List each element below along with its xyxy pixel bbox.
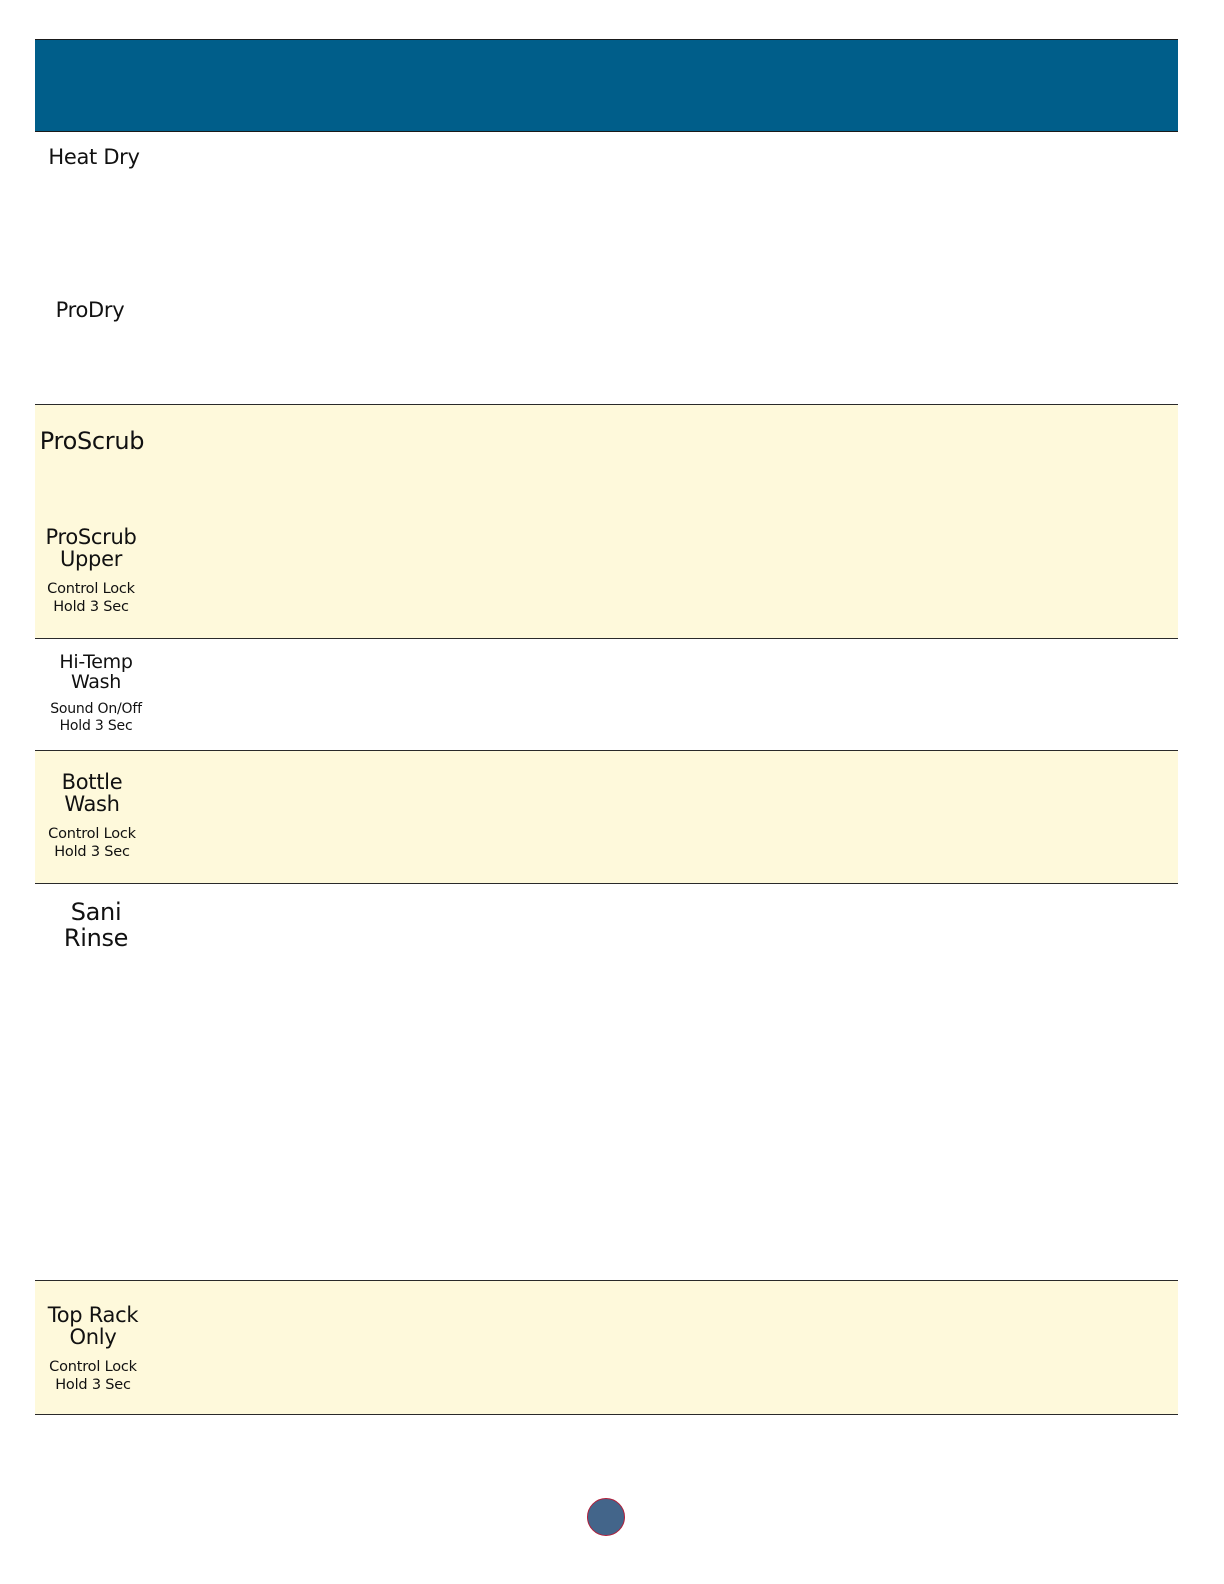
hi-temp-section xyxy=(35,639,1178,751)
option-name-line2: Wash xyxy=(71,670,121,693)
option-hint-line1: Sound On/Off xyxy=(50,700,142,717)
dry-section xyxy=(35,132,1178,405)
option-label-proscrub xyxy=(35,428,149,454)
option-label-prodry xyxy=(35,299,145,321)
option-hint-line1: Control Lock xyxy=(47,581,135,598)
header-band xyxy=(35,39,1178,132)
option-hint-line1: Control Lock xyxy=(49,1359,137,1376)
option-hint-line2: Hold 3 Sec xyxy=(54,844,130,861)
option-name-line1: Hi-Temp xyxy=(59,651,133,673)
option-name-line1: Bottle xyxy=(61,770,123,794)
option-label-top-rack-only xyxy=(35,1304,151,1394)
option-name: Heat Dry xyxy=(48,145,140,169)
top-rack-section xyxy=(35,1281,1178,1415)
option-name-line1: ProScrub xyxy=(45,525,137,549)
option-label-sani-rinse xyxy=(35,899,157,952)
option-name: ProDry xyxy=(55,298,125,322)
bottle-wash-section xyxy=(35,751,1178,884)
option-label-bottle-wash xyxy=(35,771,149,861)
option-label-heat-dry xyxy=(35,146,153,168)
option-hint-line2: Hold 3 Sec xyxy=(55,1377,131,1394)
option-label-hi-temp-wash xyxy=(35,653,157,736)
option-name-line2: Rinse xyxy=(63,924,129,953)
option-name-line1: Top Rack xyxy=(47,1303,139,1327)
option-name-line1: Sani xyxy=(70,898,122,926)
sani-rinse-section xyxy=(35,884,1178,1281)
option-name: ProScrub xyxy=(39,427,145,455)
page-marker-circle xyxy=(587,1498,625,1536)
option-name-line2: Only xyxy=(69,1325,117,1350)
option-hint-line1: Control Lock xyxy=(48,826,136,843)
option-name-line2: Wash xyxy=(64,792,120,817)
option-hint-line2: Hold 3 Sec xyxy=(53,599,129,616)
option-hint-line2: Hold 3 Sec xyxy=(59,718,133,735)
proscrub-section xyxy=(35,405,1178,639)
option-name-line2: Upper xyxy=(59,547,123,572)
option-label-proscrub-upper xyxy=(35,526,147,616)
